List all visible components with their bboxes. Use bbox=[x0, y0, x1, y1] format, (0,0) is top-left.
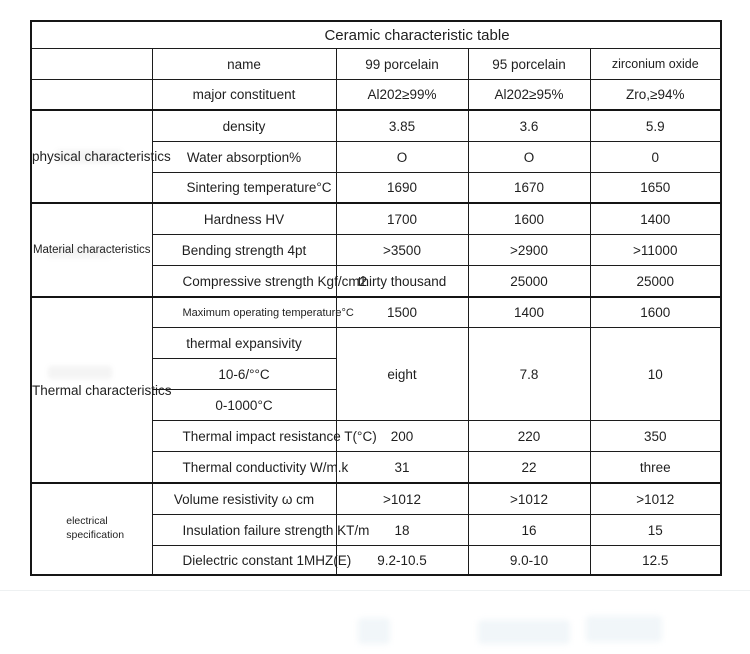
row-label-maximum-operating-temperature: Maximum operating temperature°C bbox=[152, 297, 336, 328]
value-cell: >1012 bbox=[590, 483, 721, 515]
value-cell: >1012 bbox=[468, 483, 590, 515]
row-label-expansivity-range: 0-1000°C bbox=[152, 390, 336, 421]
value-cell: 3.6 bbox=[468, 110, 590, 142]
value-cell: 1700 bbox=[336, 203, 468, 235]
value-cell: 1600 bbox=[590, 297, 721, 328]
ceramic-characteristic-table bbox=[30, 20, 722, 576]
row-label-water-absorption: Water absorption% bbox=[152, 142, 336, 173]
row-label-volume-resistivity: Volume resistivity ω cm bbox=[152, 483, 336, 515]
value-cell: 1500 bbox=[336, 297, 468, 328]
value-cell: 1400 bbox=[468, 297, 590, 328]
value-cell: Al202≥99% bbox=[336, 80, 468, 111]
group-label-electrical-specification: electrical specification bbox=[31, 483, 152, 575]
column-header-zirconium-oxide: zirconium oxide bbox=[590, 49, 721, 80]
value-cell: >3500 bbox=[336, 235, 468, 266]
value-cell: 12.5 bbox=[590, 546, 721, 576]
value-cell: 22 bbox=[468, 452, 590, 484]
group-cell-empty bbox=[31, 49, 152, 80]
value-cell: 5.9 bbox=[590, 110, 721, 142]
value-cell: >11000 bbox=[590, 235, 721, 266]
value-cell: 1650 bbox=[590, 173, 721, 204]
value-cell: 9.2-10.5 bbox=[336, 546, 468, 576]
header-name-label: name bbox=[152, 49, 336, 80]
group-label-physical-characteristics: physical characteristics bbox=[31, 110, 152, 203]
value-cell: 31 bbox=[336, 452, 468, 484]
value-cell: 16 bbox=[468, 515, 590, 546]
row-label-sintering-temperature: Sintering temperature°C bbox=[152, 173, 336, 204]
page-divider-line bbox=[0, 590, 750, 591]
footer-artifact bbox=[586, 616, 662, 642]
column-header-99-porcelain: 99 porcelain bbox=[336, 49, 468, 80]
value-cell: >1012 bbox=[336, 483, 468, 515]
footer-artifact bbox=[358, 618, 390, 644]
row-label-thermal-conductivity: Thermal conductivity W/m.k bbox=[152, 452, 336, 484]
value-cell: 25000 bbox=[590, 266, 721, 298]
value-cell: 9.0-10 bbox=[468, 546, 590, 576]
row-label-bending-strength: Bending strength 4pt bbox=[152, 235, 336, 266]
column-header-95-porcelain: 95 porcelain bbox=[468, 49, 590, 80]
value-cell: O bbox=[468, 142, 590, 173]
group-label-thermal-characteristics: Thermal characteristics bbox=[31, 297, 152, 483]
value-cell: three bbox=[590, 452, 721, 484]
value-cell: 350 bbox=[590, 421, 721, 452]
value-cell: 200 bbox=[336, 421, 468, 452]
value-cell: >2900 bbox=[468, 235, 590, 266]
table-title: Ceramic characteristic table bbox=[31, 21, 721, 49]
value-cell-merged: 7.8 bbox=[468, 328, 590, 421]
value-cell: 1690 bbox=[336, 173, 468, 204]
row-label-thermal-expansivity: thermal expansivity bbox=[152, 328, 336, 359]
value-cell: Al202≥95% bbox=[468, 80, 590, 111]
value-cell-merged: eight bbox=[336, 328, 468, 421]
group-label-material-characteristics: Material characteristics bbox=[31, 203, 152, 297]
row-label-major-constituent: major constituent bbox=[152, 80, 336, 111]
value-cell: 18 bbox=[336, 515, 468, 546]
value-cell: thirty thousand bbox=[336, 266, 468, 298]
value-cell: 1600 bbox=[468, 203, 590, 235]
row-label-thermal-impact-resistance: Thermal impact resistance T(°C) bbox=[152, 421, 336, 452]
row-label-expansivity-unit: 10-6/°°C bbox=[152, 359, 336, 390]
row-label-insulation-failure-strength: Insulation failure strength KT/m bbox=[152, 515, 336, 546]
value-cell: Zro,≥94% bbox=[590, 80, 721, 111]
group-cell-empty bbox=[31, 80, 152, 111]
value-cell: 220 bbox=[468, 421, 590, 452]
value-cell-merged: 10 bbox=[590, 328, 721, 421]
row-label-compressive-strength: Compressive strength Kgf/cm2 bbox=[152, 266, 336, 298]
row-label-density: density bbox=[152, 110, 336, 142]
value-cell: O bbox=[336, 142, 468, 173]
value-cell: 25000 bbox=[468, 266, 590, 298]
value-cell: 1400 bbox=[590, 203, 721, 235]
row-label-dielectric-constant: Dielectric constant 1MHZ(E) bbox=[152, 546, 336, 576]
value-cell: 1670 bbox=[468, 173, 590, 204]
value-cell: 0 bbox=[590, 142, 721, 173]
value-cell: 15 bbox=[590, 515, 721, 546]
footer-artifact bbox=[478, 620, 570, 644]
value-cell: 3.85 bbox=[336, 110, 468, 142]
row-label-hardness: Hardness HV bbox=[152, 203, 336, 235]
